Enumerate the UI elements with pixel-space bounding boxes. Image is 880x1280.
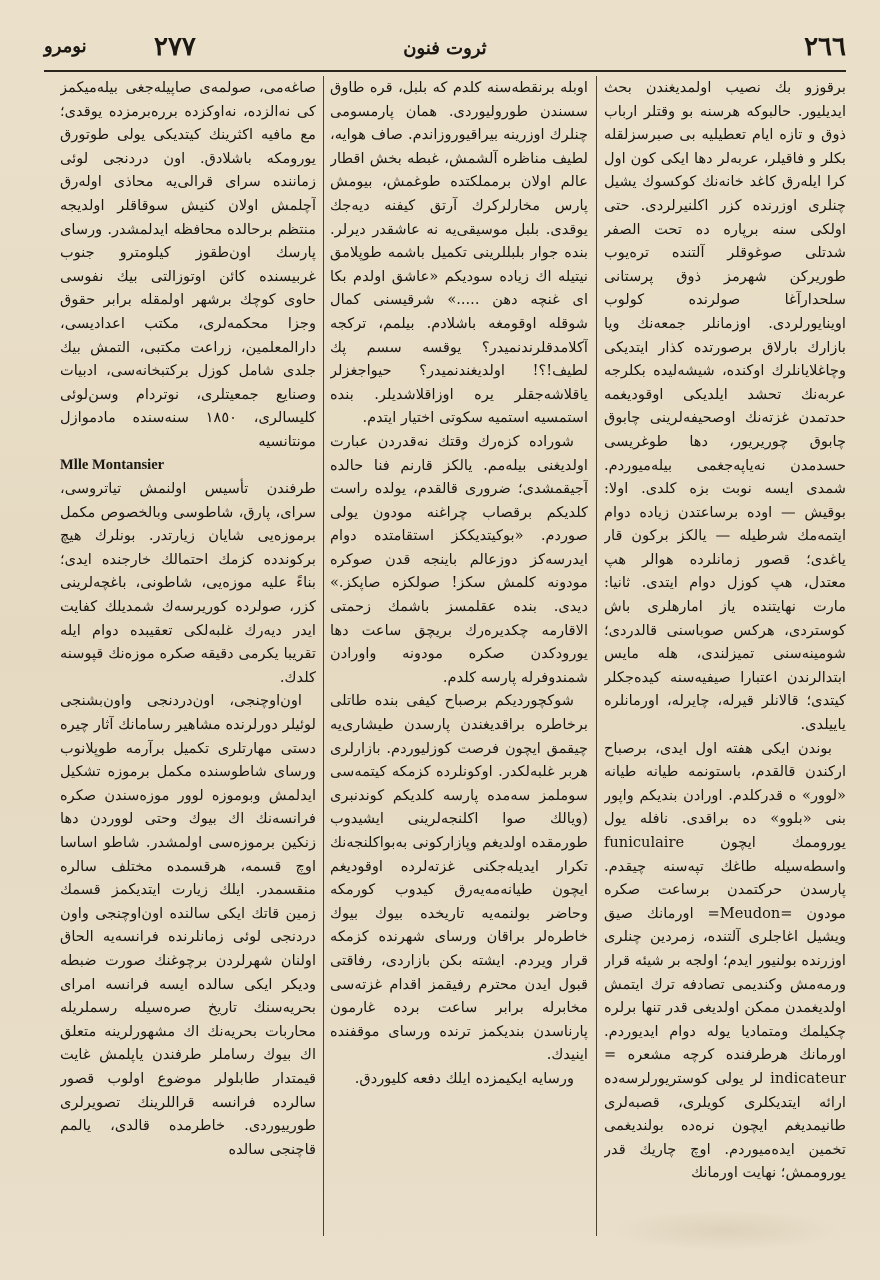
column-right bbox=[604, 76, 846, 1240]
column-middle bbox=[330, 76, 588, 1240]
column-divider-right bbox=[596, 76, 597, 1236]
issue-label: نومرو bbox=[44, 36, 87, 57]
journal-title: ثروت فنون bbox=[403, 38, 487, 59]
column-divider-left bbox=[323, 76, 324, 1236]
column-left bbox=[60, 76, 316, 1240]
paragraph: اون‌اوچنجی، اون‌دردنجی واون‌بشنجی لوئیلر دورلرنده مشاهیر رسامانك آثار چیره دستی مهارتلری تكمیل برآرمه طوپلانوب ورسای شاطوسنده مكمل برموزه تشكیل ایدلمش وبوموزه لوور موزه‌سندن صكره فرانسه‌نك اك بیوك وحتی لووردن دها زنكین برموزه‌سی اولمشدر. شاطو اساسا اوچ قسمه، هرقسمده مختلف سالره منقسمدر. ایلك زیارت ایتدیكمز قسمك زمین قاتك ایكی سالنده اون‌اوچنجی واون دردنجی لوئی زمانلرنده فرانسه‌یه الحاق اولنان شهرلردن برچوغنك صورت ضبطه ودیكر ایكی سالده ایسه فرانسه امرای بحریه‌سنك تاریخ صره‌سیله رسملریله محاربات بحریه‌نك اك مشهورلرینه متعلق اك بیوك رساملر طرفندن یاپلمش غایت قیمتدار طابلولر موضوع اولوب قصور سالرده فرانسه قراللرینك تصویرلری طورییوردی. خاطرمده قالدی، یالمم قاچنجی سالده bbox=[60, 692, 316, 1158]
paragraph: ورسایه ایكیمزده ایلك دفعه كلیوردق. bbox=[354, 1069, 574, 1087]
paper-stain bbox=[610, 1210, 840, 1250]
paragraph: برقوزو بك نصيب اولمدیغندن بحث ایدیلیور. حالبوكه هرسنه بو وقتلر ارباب ذوق و تازه ایام تعطیلیه بی صبرسزلقله بكلر و فاقیلر، عربه‌لر دها ایكی كون اول كرا ایله‌رق كاغد خانه‌نك كوكسوك یشیل چنلری اوزرنده كزر اكلنیرلردی. حتی اولكی سنه برپاره ده تحت الصفر شدتلی صوغوقلر آلتنده تره‌یوب طوریركن شهرمز ذوق پرستانی سلحدارآغا صولرنده كولوب اوینایورلردی. اوزمانلر جمعه‌نك ویا بازارك بارلاق برصورتده كذار ایتدیكی وچاغلایانلرك اوكنده، شیشه‌لیده بكلرجه عربه‌نك تحشد ایلدیكی اوقودیغمه حدتمدن غزته‌نك اوصحیفه‌لرینی چابوق چابوق چوریریور، دها طوغریسی حسدمدن نه‌یاپه‌جغمی بیله‌میوردم. شمدی ایسه نوبت بزه كلدی. اولا: بوقیش — اوده برساعتدن زیاده دوام ایتمه‌مك شرطیله — یالكز بركون قار یاغدی؛ قصور زمانلرده هوالر هپ معتدل، هپ كوزل دوام ایتدی. ثانیا: مارت نهایتنده یاز امارهلری باش كوستردی، هركس صوباسنی قالدردی؛ شومینه‌سنی تمیزلندی، هله مایس ابتدالرندن اعتبارا صیفیه‌سنه كیده‌جكلر كیتدی؛ قالانلر قیرله، چایرله، اورمانلره یاییلدی. bbox=[604, 79, 846, 734]
page-number-left: ٢٧٧ bbox=[154, 32, 196, 62]
page-header bbox=[44, 30, 846, 72]
latin-name-inline: Mlle Montansier bbox=[60, 456, 165, 473]
paragraph: شوكچوردیكم برصباح كیفی بنده طاتلی برخاطره براقدیغندن پارسدن طیشاری‌یه چیقمق ایچون فرصت كوزلیوردم. بازارلری هربر غلبه‌لكدر. اوكونلرده كزمكه كیتمه‌سی سوملمز سه‌مده پارسه كلدیكم كوندنبری (ویالك صوا اكلنجه‌لرینی ایشیدوب طورمقده اولدیغم وپازاركونی به‌بواكلنجه‌نك تكرار ایدیله‌جكنی غزته‌لرده اوقودیغم ایچون طیانه‌مه‌یه‌رق كیدوب كورمكه وحاضر بولنمه‌یه تاریخده بیوك بیوك خاطره‌لر براقان ورسای شهرنده كزمكه قرار ویردم. ایشته بكن بازاردی، رفاقتی قبول ایدن محترم رفیقمز اقدام غزته‌سی مخابرله برابر ساعت برده غارمون پارناسدن بندیكمز ترنده ورسای موقفنده اینیدك. bbox=[330, 692, 588, 1064]
paragraph: طرفندن تأسیس اولنمش تیاتروسی، سرای، پارق، شاطوسی وبالخصوص مكمل برموزه‌یی شایان زیارتدر. بونلرك هیچ بركوندده كزمك احتمالك خارجنده ایدی؛ بناءً علیه موزه‌یی، شاطونی، باغچه‌لرینی كزر، صولرده كوریرسه‌ك شمدیلك كفایت ایدر دیه‌رك غلبه‌لكی تعقیبده دوام ایله تقریبا یكرمی دقیقه صكره موزه‌نك قپوسنه كلدك. bbox=[60, 480, 316, 686]
paragraph: شوراده كزه‌رك وقتك نه‌قدردن عبارت اولدیغنی بیله‌مم. یالكز قارنم فنا حالده آجیقمشدی؛ ضروری قالقدم، یولده راست كلدیكم برقصاب چراغنه مودون یولی صوردم. «بوكیتدیككز استقامتده دوام ایدرسه‌كز دوزعالم باینجه قدن صوكره مودونه كلمش سكز! صولكزه صاپكز.» دیدی. بنده عقلمسز باشمك زحمتی الاقارمه چكدیره‌رك بریچق ساعت دها یورودكدن صكره مودونه واورادن شمندوفرله پارسه كلدم. bbox=[330, 432, 588, 686]
paragraph: بوندن ایكی هفته اول ایدی، برصباح اركندن قالقدم، باستونمه طیانه طیانه «لوور» ه قدركلدم. اورادن بندیكم واپور بنی «بلوو» ده براقدی. نافله یول یوروممك ایچون funiculaire واسطه‌سیله طاغك تپه‌سنه چیقدم. پارسدن حركتمدن برساعت صكره مودون =Meudon= اورمانك صیق ویشیل اغاجلری آلتنده، زمردین چنلری اوزرنده بولنیور ایدم؛ اولجه بر شیئه قرار ورمه‌مش وكندیمی تصادفه ترك ایتمش اولدیغمدن ممكن اولدیغی قدر تنها برلره چكیلمك ومتمادیا یوله دوام ایدیوردم. اورمانك هرطرفنده كرچه مشعره = indicateur لر یولی كوستریورلرسه‌ده ارائه ایتدیكلری كویلری، قصبه‌لری طانیمدیغم ایچون نره‌ده بولندیغمی تخمین ایده‌میوردم. اوچ چاریك قدر یوروممش؛ نهایت اورمانك bbox=[604, 739, 846, 1182]
paragraph: اوبله برنقطه‌سنه كلدم كه بلبل، قره طاوق سسندن طورولیوردی. همان پارمسومی چنلرك اوزرینه بیراقیوروزاندم. صاف هوایه، لطیف مناظره آلشمش، غبطه بخش اقطار عالم اولان برمملكتده طوغمش، بیومش پارس مخارلركرك آرتق كیفنه دیه‌جك یوقدی. بلبل موسیقی‌یه نه عاشقدر دیرلر. بنده جوار بلبللرینی تكمیل باشمه طوپلامق نیتیله اك زیاده سودیكم «عاشق اولدم بكا ای غنچه دهن .....» شرقیسنی كمال شوقله اوقومغه باشلادم. بیلمم، تركجه آكلامدقلرندنمیدر؟ یوقسه سسم پك لطیف!؟! اولدیغندنمیدر؟ حیواجغزلر یاقلاشه‌جقلر یره اوزاقلاشدیلر. بنده استمسیه استمیه سكوتی اختیار ایتدم. bbox=[330, 79, 588, 427]
paragraph: صاغه‌می، صولمه‌ی صاپیله‌جغی بیله‌میكمز كی نه‌الزده، نه‌اوكزده برره‌برمزده یوقدی؛ مع مافیه اكثرینك كیتدیكی یولی طوتورق یورومكه باشلادق. اون دردنجی لوئی زماننده سرای قرالی‌یه محاذی اوله‌رق آچلمش اولان كنیش سوقاقلر اولدیجه منتظم برحالده محافظه ایدلمشدر. ورسای پارسك اون‌طقوز كیلومترو جنوب غربیسنده كائن اوتوزالتی بیك نفوسی حاوی كوچك برشهر اولمقله برابر حقوق وجزا محكمه‌لری، مكتب اعدادیسی، دارالمعلمین، زراعت مكتبی، التمش بیك جلدی شامل كوزل بركتبخانه‌سی، ادبیات وصنایع جمعیتلری، نوتردام وسن‌لوئی كلیسالری، ١٨٥٠ سنه‌سنده مادموازل مونتانسیه bbox=[60, 79, 316, 450]
page-number-right: ٢٦٦ bbox=[804, 32, 846, 62]
